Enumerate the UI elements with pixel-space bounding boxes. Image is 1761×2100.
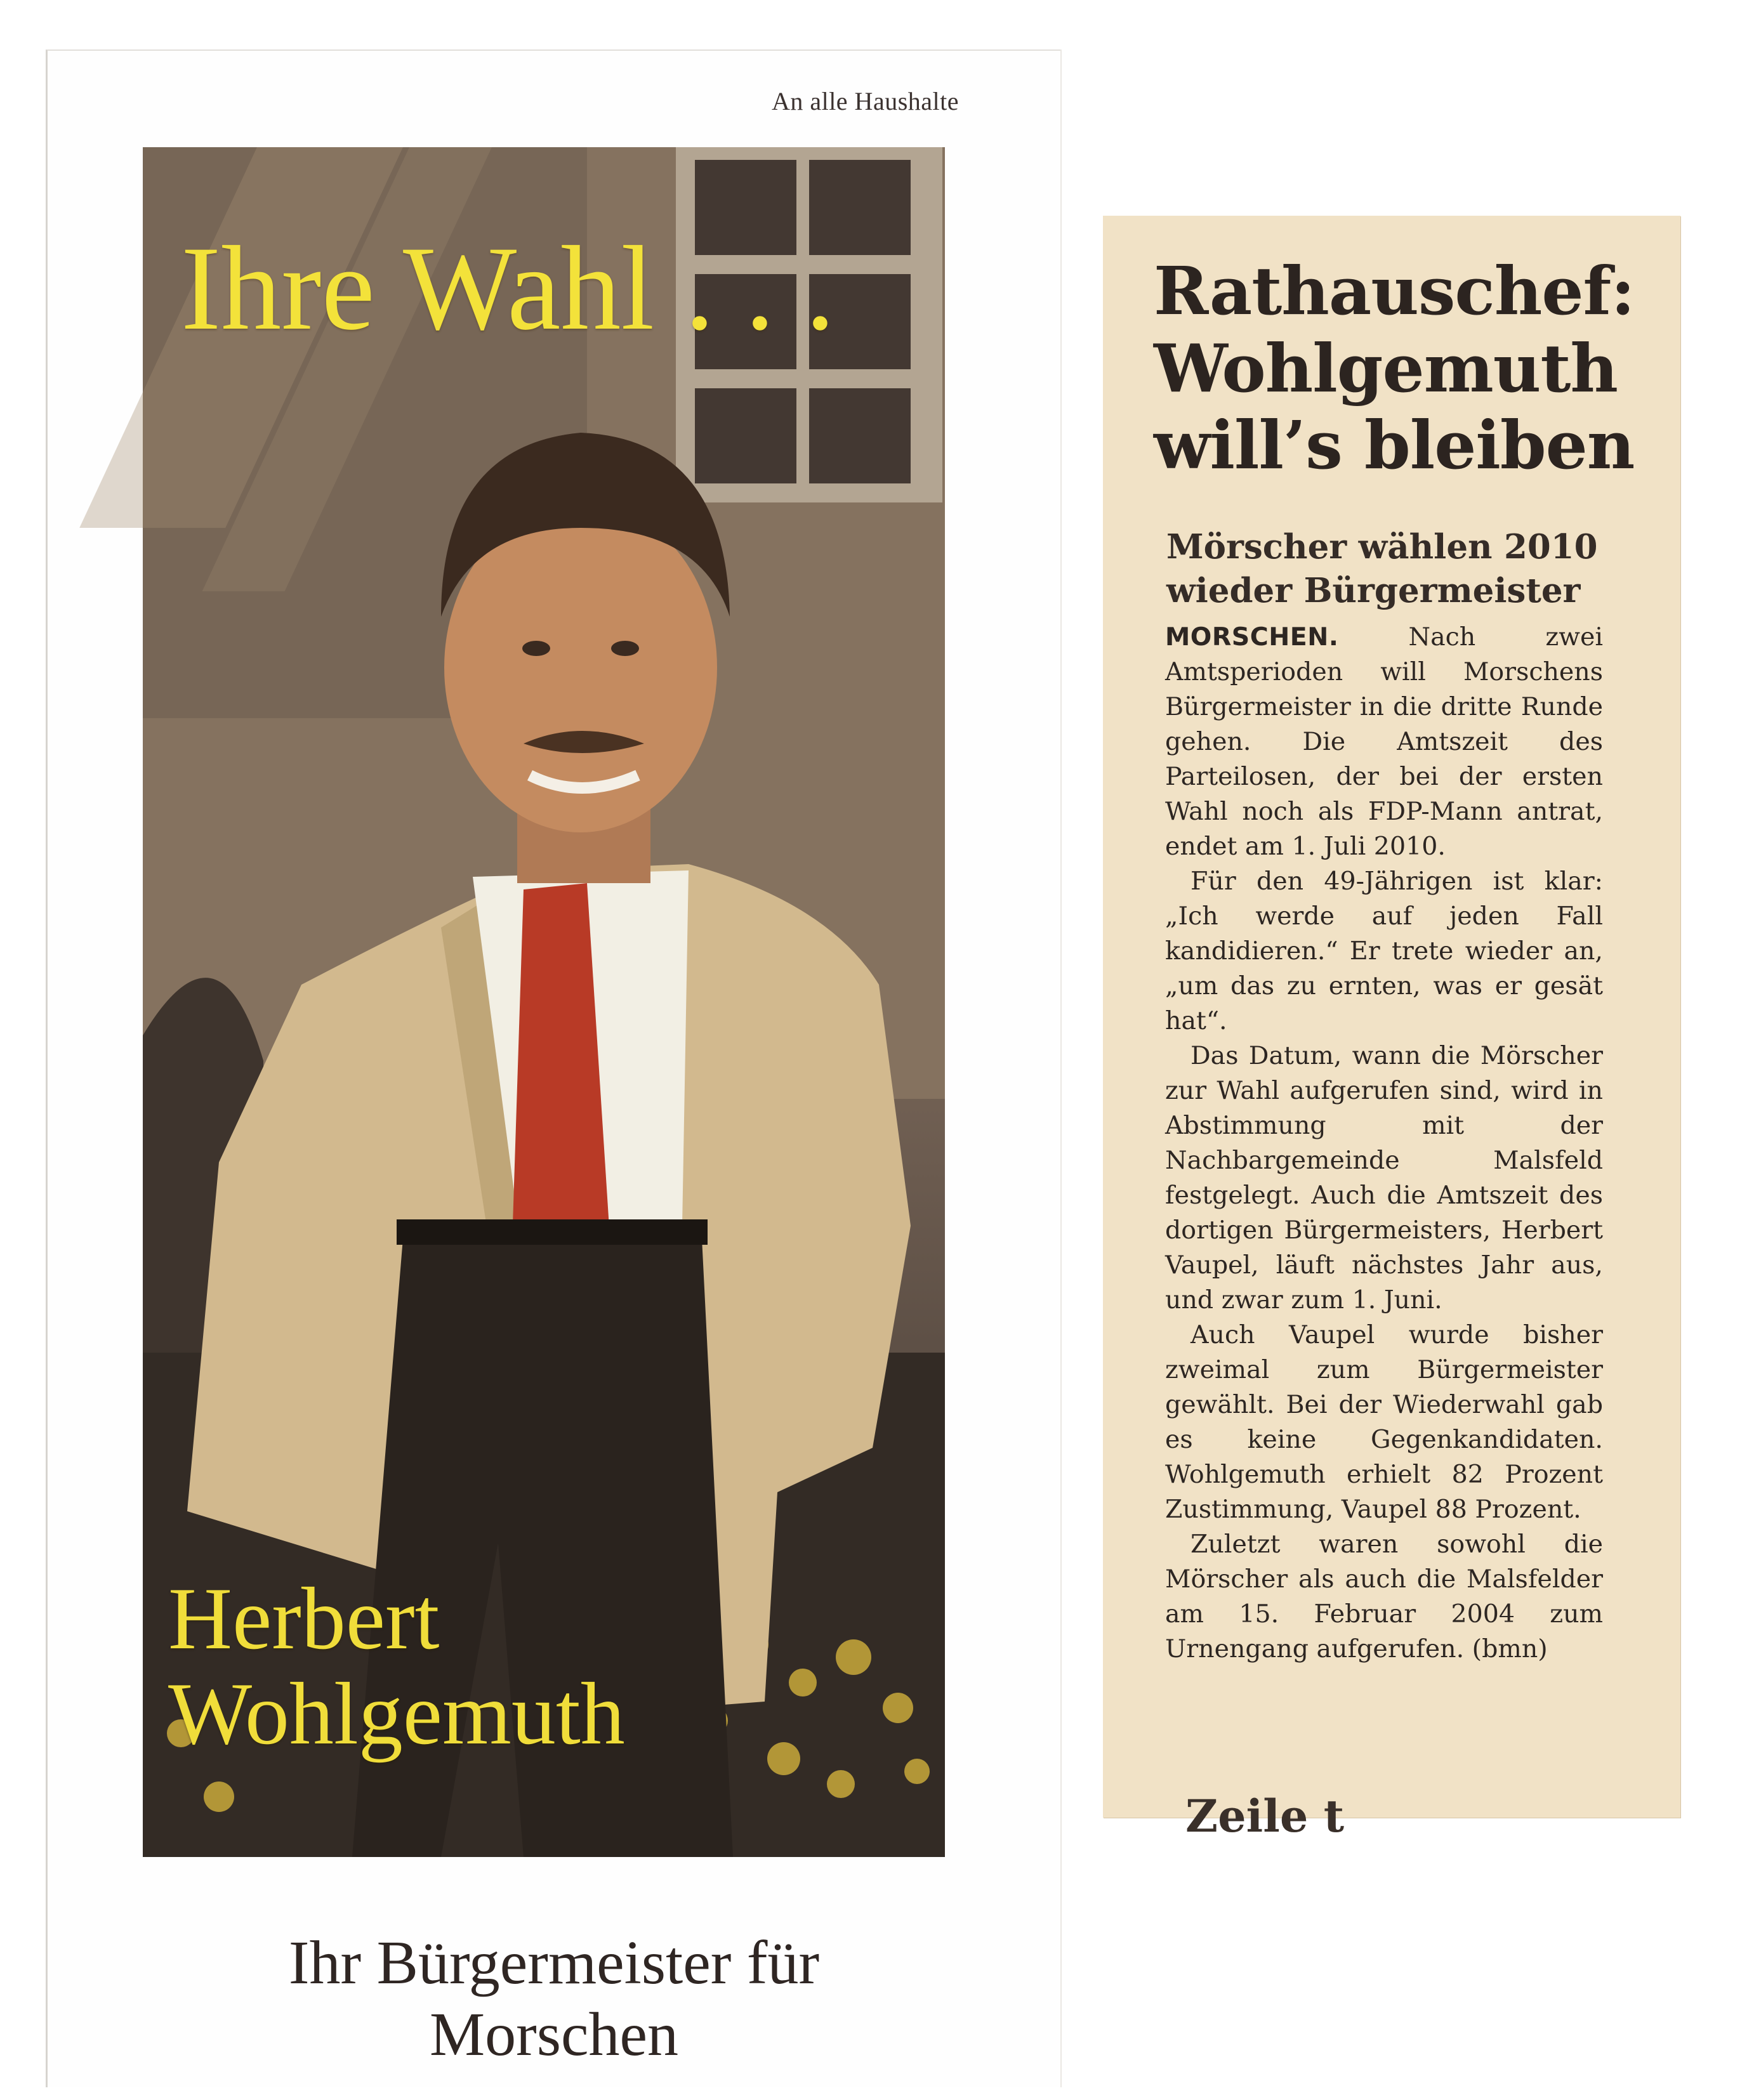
subhead-line-1: Mörscher wählen 2010 [1166, 527, 1598, 567]
article-body [1165, 620, 1603, 1667]
article-paragraph: Für den 49-Jährigen ist klar: „Ich werde auf jeden Fall kandidieren.“ Er trete wieder an, „um das zu ernten, was er gesät hat“. [1165, 867, 1603, 1035]
flyer-footer [48, 1927, 1060, 2070]
candidate-photo [143, 147, 945, 1857]
footer-line-1: Ihr Bürgermeister für [288, 1929, 820, 1997]
flyer-headline: Ihre Wahl . . . [181, 222, 836, 355]
campaign-flyer [46, 49, 1060, 2087]
headline-line-2: Wohlgemuth [1154, 329, 1618, 407]
article-headline [1154, 253, 1635, 484]
footer-line-2: Morschen [430, 2000, 678, 2069]
paragraph-text: Nach zwei Amtsperioden will Morschens Bürgermeister in die dritte Runde gehen. Die Amtszeit des Parteilosen, der bei der ersten Wahl noch als FDP-Mann antrat, endet am 1. Juli 2010. [1165, 622, 1603, 861]
article-paragraph: Das Datum, wann die Mörscher zur Wahl aufgerufen sind, wird in Abstimmung mit der Nachbargemeinde Malsfeld festgelegt. Auch die Amtszeit des dortigen Bürgermeisters, Herbert Vaupel, läuft nächstes Jahr aus, und zwar zum 1. Juni. [1165, 1041, 1603, 1315]
candidate-name [168, 1572, 625, 1762]
article-paragraph: Zuletzt waren sowohl die Mörscher als auch die Malsfelder am 15. Februar 2004 zum Urnengang aufgerufen. (bmn) [1165, 1530, 1603, 1664]
headline-line-1: Rathauschef: [1154, 252, 1635, 330]
article-paragraph [1165, 620, 1603, 864]
article-paragraph: Auch Vaupel wurde bisher zweimal zum Bürgermeister gewählt. Bei der Wiederwahl gab es keine Gegenkandidaten. Wohlgemuth erhielt 82 Prozent Zustimmung, Vaupel 88 Prozent. [1165, 1320, 1603, 1524]
cut-off-headline: Zeile t [1185, 1790, 1345, 1842]
headline-line-3: will’s bleiben [1154, 406, 1635, 485]
candidate-first-name: Herbert [168, 1570, 440, 1668]
candidate-last-name: Wohlgemuth [168, 1664, 625, 1763]
distribution-note: An alle Haushalte [771, 87, 959, 115]
article-subheadline [1166, 525, 1598, 613]
subhead-line-2: wieder Bürgermeister [1166, 570, 1581, 610]
dateline: MORSCHEN. [1165, 622, 1339, 652]
newspaper-clipping [1103, 216, 1680, 1842]
